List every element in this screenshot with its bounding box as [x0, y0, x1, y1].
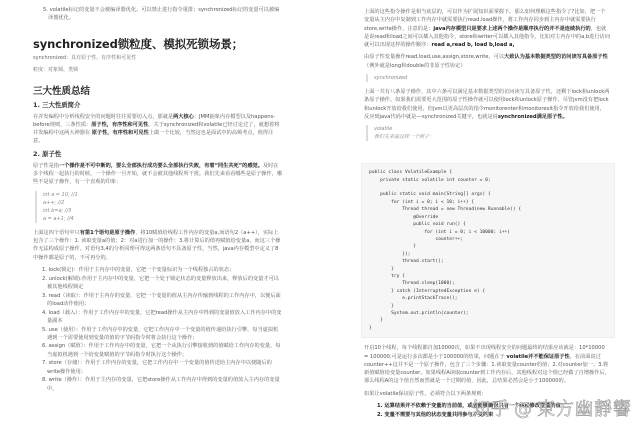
code-line: }: [369, 244, 417, 250]
jmm-operations-list: [39, 266, 283, 393]
code-quote-line: int b=a; //3: [43, 207, 72, 214]
code-line: }: [369, 266, 394, 272]
list-item-assign: 6. assign（赋值）：作用于工作内存中的变量，它把一个从执行引擎接收到的值赋给工作内存的变量，每当虚拟机遇到一个给变量赋值的字节码指令时执行这个操作；: [42, 343, 281, 358]
left-page-content: [33, 6, 283, 393]
section-title-synchronized: synchronized锁粒度、模拟死锁场景；: [33, 36, 244, 51]
list-item-read: 3. read（读取）：作用于主内存的变量，它把一个变量的值从主内存传输到线程的工作内存中，以便后面的load动作使用；: [42, 292, 281, 307]
instructions-paragraph: 上面的这些指令操作是相当底层的，可以作为扩展知识面掌握下。那么如何理解这些指令了?比如，把一个变量从主内存中复制到工作内存中就需要执行read,load操作，将工作内存同步到主内存中就需要执行store,write操作。注意的是：java内存模型只是要求上述两个操作是顺序执行的并不是连续执行的，也就是说read和load之间可以插入其他指令，store和writer可以插入其他指令。比如对主内存中的a,b进行访问就可以出现这样的操作顺序：read a,read b, load b,load a,: [364, 9, 610, 49]
code-line: public static void main(String[] args) {: [369, 192, 491, 198]
list-item-volatile-5: 5. volatile标记的变量不会被编译器优化。可以禁止进行指令重排；synchronized标记的变量可以被编译器优化。: [43, 7, 280, 22]
list-item-rule-1: 1. 运算结果并不依赖于变量的当前值，或者能够确保只有一个线程修改变量的值；: [377, 402, 566, 409]
quote-synchronized: [366, 74, 610, 82]
code-line: [369, 184, 607, 191]
list-item-use: 5. use（使用）：作用于工作内存中的变量，它把工作内存中一个变量的值传递给执行引擎，每当虚拟机遇到一个需要使用到变量的值的字节码指令时将会执行这个操作；: [42, 326, 279, 341]
analysis-paragraph: 上面这四个语句中只有第1个语句是原子操作，将10赋值给线程工作内存的变量a,而语句2（a++），实际上包含了三个操作：1. 读取变量a的值；2：对a进行加一的操作；3.将计算后的值再赋值给变量a，而这三个操作无法构成原子操作。对语句3,4的分析同理可得这两条语句不具备原子性。当然，java内存模型中定义了8中操作都是原子的，不可再分的。: [33, 229, 281, 261]
watermark: [472, 395, 632, 421]
quote-line: 我们先来看这样一个例子：: [374, 134, 435, 141]
right-page: [320, 0, 640, 433]
code-block: [361, 163, 615, 338]
code-line: for (int i = 0; i < 10; i++) {: [369, 199, 475, 205]
code-line: e.printStackTrace();: [369, 296, 458, 302]
sync-desc: synchronized：具有原子性、有序性和可见性: [33, 54, 137, 61]
subsection-title-intro: 1. 三大性质简介: [33, 100, 81, 109]
code-line: } catch (InterruptedException e) {: [369, 288, 486, 294]
quote-line: volatile: [374, 126, 393, 133]
quote-volatile: [366, 125, 610, 141]
code-quote-line: int a = 10; //1: [43, 191, 78, 198]
code-line: @Override: [369, 214, 439, 220]
code-line: Thread.sleep(1000);: [369, 281, 455, 287]
code-line: }: [369, 325, 372, 331]
atomic-types-paragraph: 由原子性变量操作read,load,use,assign,store,write，可以大致认为基本数据类型的访问读写具备原子性（例外就是long和double的非原子性协定）: [364, 54, 608, 69]
code-line: counter++;: [369, 236, 464, 242]
code-line: System.out.println(counter);: [369, 310, 469, 316]
code-line: });: [369, 251, 411, 257]
list-item-store: 7. store（存储）：作用于工作内存的变量，它把工作内存中一个变量的值传送给主内存中以便随后的write操作使用；: [42, 360, 272, 375]
watermark-at: @: [514, 399, 533, 420]
code-line: private static volatile int counter = 0;: [369, 177, 491, 183]
code-line: Thread thread = new Thread(new Runnable() {: [369, 207, 522, 213]
code-quote: [35, 191, 283, 223]
code-line: }: [369, 318, 383, 324]
granularity-desc: 粒度：对象锁、类锁: [33, 66, 79, 73]
quote-line: synchronized: [374, 75, 408, 82]
code-quote-line: a++; //2: [43, 199, 65, 206]
code-line: for (int i = 0; i < 10000; i++): [369, 229, 511, 235]
list-item-lock: 1. lock(锁定)：作用于主内存中的变量，它把一个变量标识为一个线程独占的状态；: [42, 266, 235, 273]
code-line: }: [369, 303, 394, 309]
code-quote-line: a = a+1; //4: [43, 215, 74, 222]
right-page-content: [364, 8, 610, 419]
code-line: public class VolatileExample {: [369, 170, 452, 176]
watermark-site: 知乎: [472, 399, 510, 420]
code-line: public void run() {: [369, 222, 466, 228]
code-line: thread.start();: [369, 259, 444, 265]
synchronized-atomicity-paragraph: 上面一共有八条原子操作，其中六条可以满足基本数据类型的访问读写具备原子性，还剩下lock和unlock两条原子操作。如果我们需要更大范围的原子性操作就可以使用lock和unlock原子操作。尽管jvm没有把lock和unlock开放给我们使用，但jvm以更高层次的指令monitorenter和monitorexit指令开放给我们使用，反应到java代码中就是---synchronized关键字，也就是说synchronized满足原子性。: [364, 89, 610, 120]
list-item-rule-2: 2. 变量不需要与其他的状态变量共同参与不变约束: [377, 411, 494, 418]
list-item-load: 4. load（载入）：作用于工作内存中的变量，它把read操作从主内存中得到的变量值放入工作内存中的变量副本: [42, 309, 282, 324]
code-line: try {: [369, 273, 405, 279]
list-item-write: 8. write（操作）：作用于主内存的变量，它把store操作从工作内存中得到的变量的值放入主内存的变量中。: [42, 377, 280, 392]
list-item-unlock: 2. unlock(解锁):作用于主内存中的变量，它把一个处于锁定状态的变量释放出来，释放后的变量才可以被其他线程锁定: [42, 275, 279, 290]
watermark-author: 東方幽靜響: [537, 399, 632, 420]
volatile-rules-intro: 如果让volatile保证原子性，必须符合以下两条规则：: [364, 390, 487, 397]
summary-title: 三大性质总结: [33, 85, 91, 97]
subsection-title-atomicity: 2. 原子性: [33, 149, 62, 158]
atomicity-paragraph: 原子性是指一个操作是不可中断的，要么全部执行成功要么全部执行失败，有着“同生共死”的感觉。及时在多个线程一起执行的时候，一个操作一旦开始，就不会被其他线程所干扰。我们先来看看哪些是原子操作，哪些不是原子操作，有一个直观的印象：: [33, 162, 283, 186]
intro-paragraph: 在并发编程中分析线程安全的问题时往往需要切入点，那就是两大核心：JMM抽象内存模型以及happens-before规则，三条性质：原子性，有序性和可见性。关于synchronized和volatile已经讨论过了，就想着将并发编程中这两大神器在 原子性，有序性和可见性上做一个比较，当然这也是面试中的高频考点，值得注意。: [33, 113, 280, 145]
volatile-explanation-paragraph: 开启10个线程，每个线程都自加10000次，如果不出现线程安全的问题最终的结果应该就是：10*10000 = 100000;可是运行多次都是小于100000的结果，问题在于 volatile并不能保证原子性，在前面说过counter++这并不是一个原子操作，包含了三个步骤：1.读取变量counter的值；2.对counter加一；3.将新值赋值给变量counter。如果线程A读取counter到工作内存后，其他线程对这个值已经做了自增操作后，那么线程A的这个值自然而然就是一个过期的值，因此，总结果必然会是小于100000的。: [364, 345, 610, 385]
